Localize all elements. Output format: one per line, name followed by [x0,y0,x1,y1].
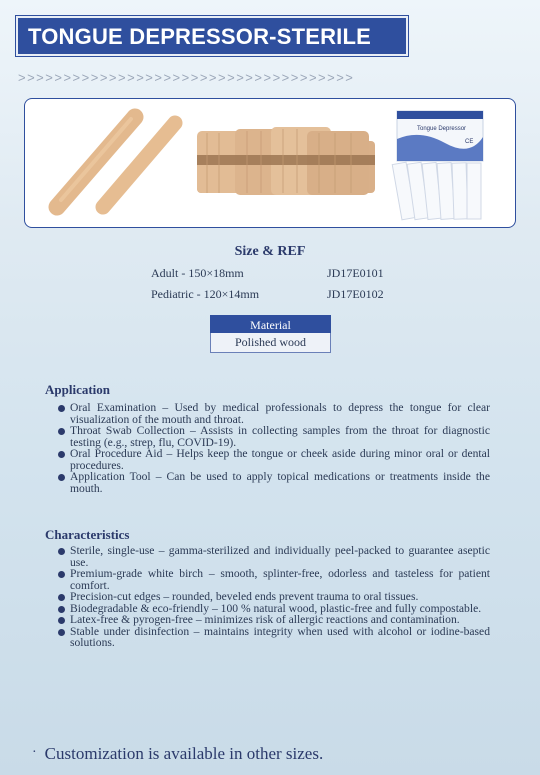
list-item: Sterile, single-use – gamma-sterilized and individually peel-packed to guarantee aseptic use. [60,545,490,568]
bullet-icon [58,617,65,624]
footer-bullet: · [32,745,37,760]
size-ref-title: Size & REF [234,244,306,259]
ce-mark: CE [465,139,474,145]
list-item: Latex-free & pyrogen-free – minimizes risk of allergic reactions and contamination. [60,614,490,626]
bullet-icon [58,606,65,613]
material-value: Polished wood [210,333,331,353]
ref-pediatric: JD17E0102 [327,287,384,301]
list-item: Premium-grade white birch – smooth, splinter-free, odorless and tasteless for patient comfort. [60,568,490,591]
bullet-icon [58,451,65,458]
bullet-icon [58,571,65,578]
application-title: Application [45,382,111,397]
list-item: Precision-cut edges – rounded, beveled ends prevent trauma to oral tissues. [60,591,490,603]
bullet-icon [58,405,65,412]
page-title: TONGUE DEPRESSOR-STERILE [28,24,371,49]
customization-note [32,744,323,764]
size-pediatric: Pediatric - 120×14mm [151,287,260,301]
size-adult: Adult - 150×18mm [151,266,244,280]
list-item: Biodegradable & eco-friendly – 100 % natural wood, plastic-free and fully compostable. [60,603,490,615]
list-item: Application Tool – Can be used to apply topical medications or treatments inside the mouth. [60,471,490,494]
application-list [60,402,490,494]
product-photo-panel [24,98,516,228]
box-label: Tongue Depressor [417,126,467,132]
sterile-box-image [392,111,483,220]
title-banner [16,16,408,56]
bullet-icon [58,474,65,481]
arrow-divider: >>>>>>>>>>>>>>>>>>>>>>>>>>>>>>>>>>>>> [18,70,355,85]
bullet-icon [58,594,65,601]
stick-bundles-image [197,127,375,195]
list-item: Oral Procedure Aid – Helps keep the tongue or cheek aside during minor oral or dental procedures. [60,448,490,471]
characteristics-list [60,545,490,649]
bullet-icon [58,548,65,555]
list-item: Throat Swab Collection – Assists in collecting samples from the throat for diagnostic testing (e.g., strep, flu, COVID-19). [60,425,490,448]
material-header: Material [210,315,331,333]
ref-adult: JD17E0101 [327,266,384,280]
product-photos [25,99,516,228]
footer-text: Customization is available in other sizes. [44,744,324,763]
characteristics-title: Characteristics [45,527,130,542]
bullet-icon [58,629,65,636]
list-item: Oral Examination – Used by medical professionals to depress the tongue for clear visualization of the mouth and throat. [60,402,490,425]
bullet-icon [58,428,65,435]
list-item: Stable under disinfection – maintains integrity when used with alcohol or iodine-based solutions. [60,626,490,649]
material-table [210,315,331,353]
single-sticks-image [57,117,175,207]
